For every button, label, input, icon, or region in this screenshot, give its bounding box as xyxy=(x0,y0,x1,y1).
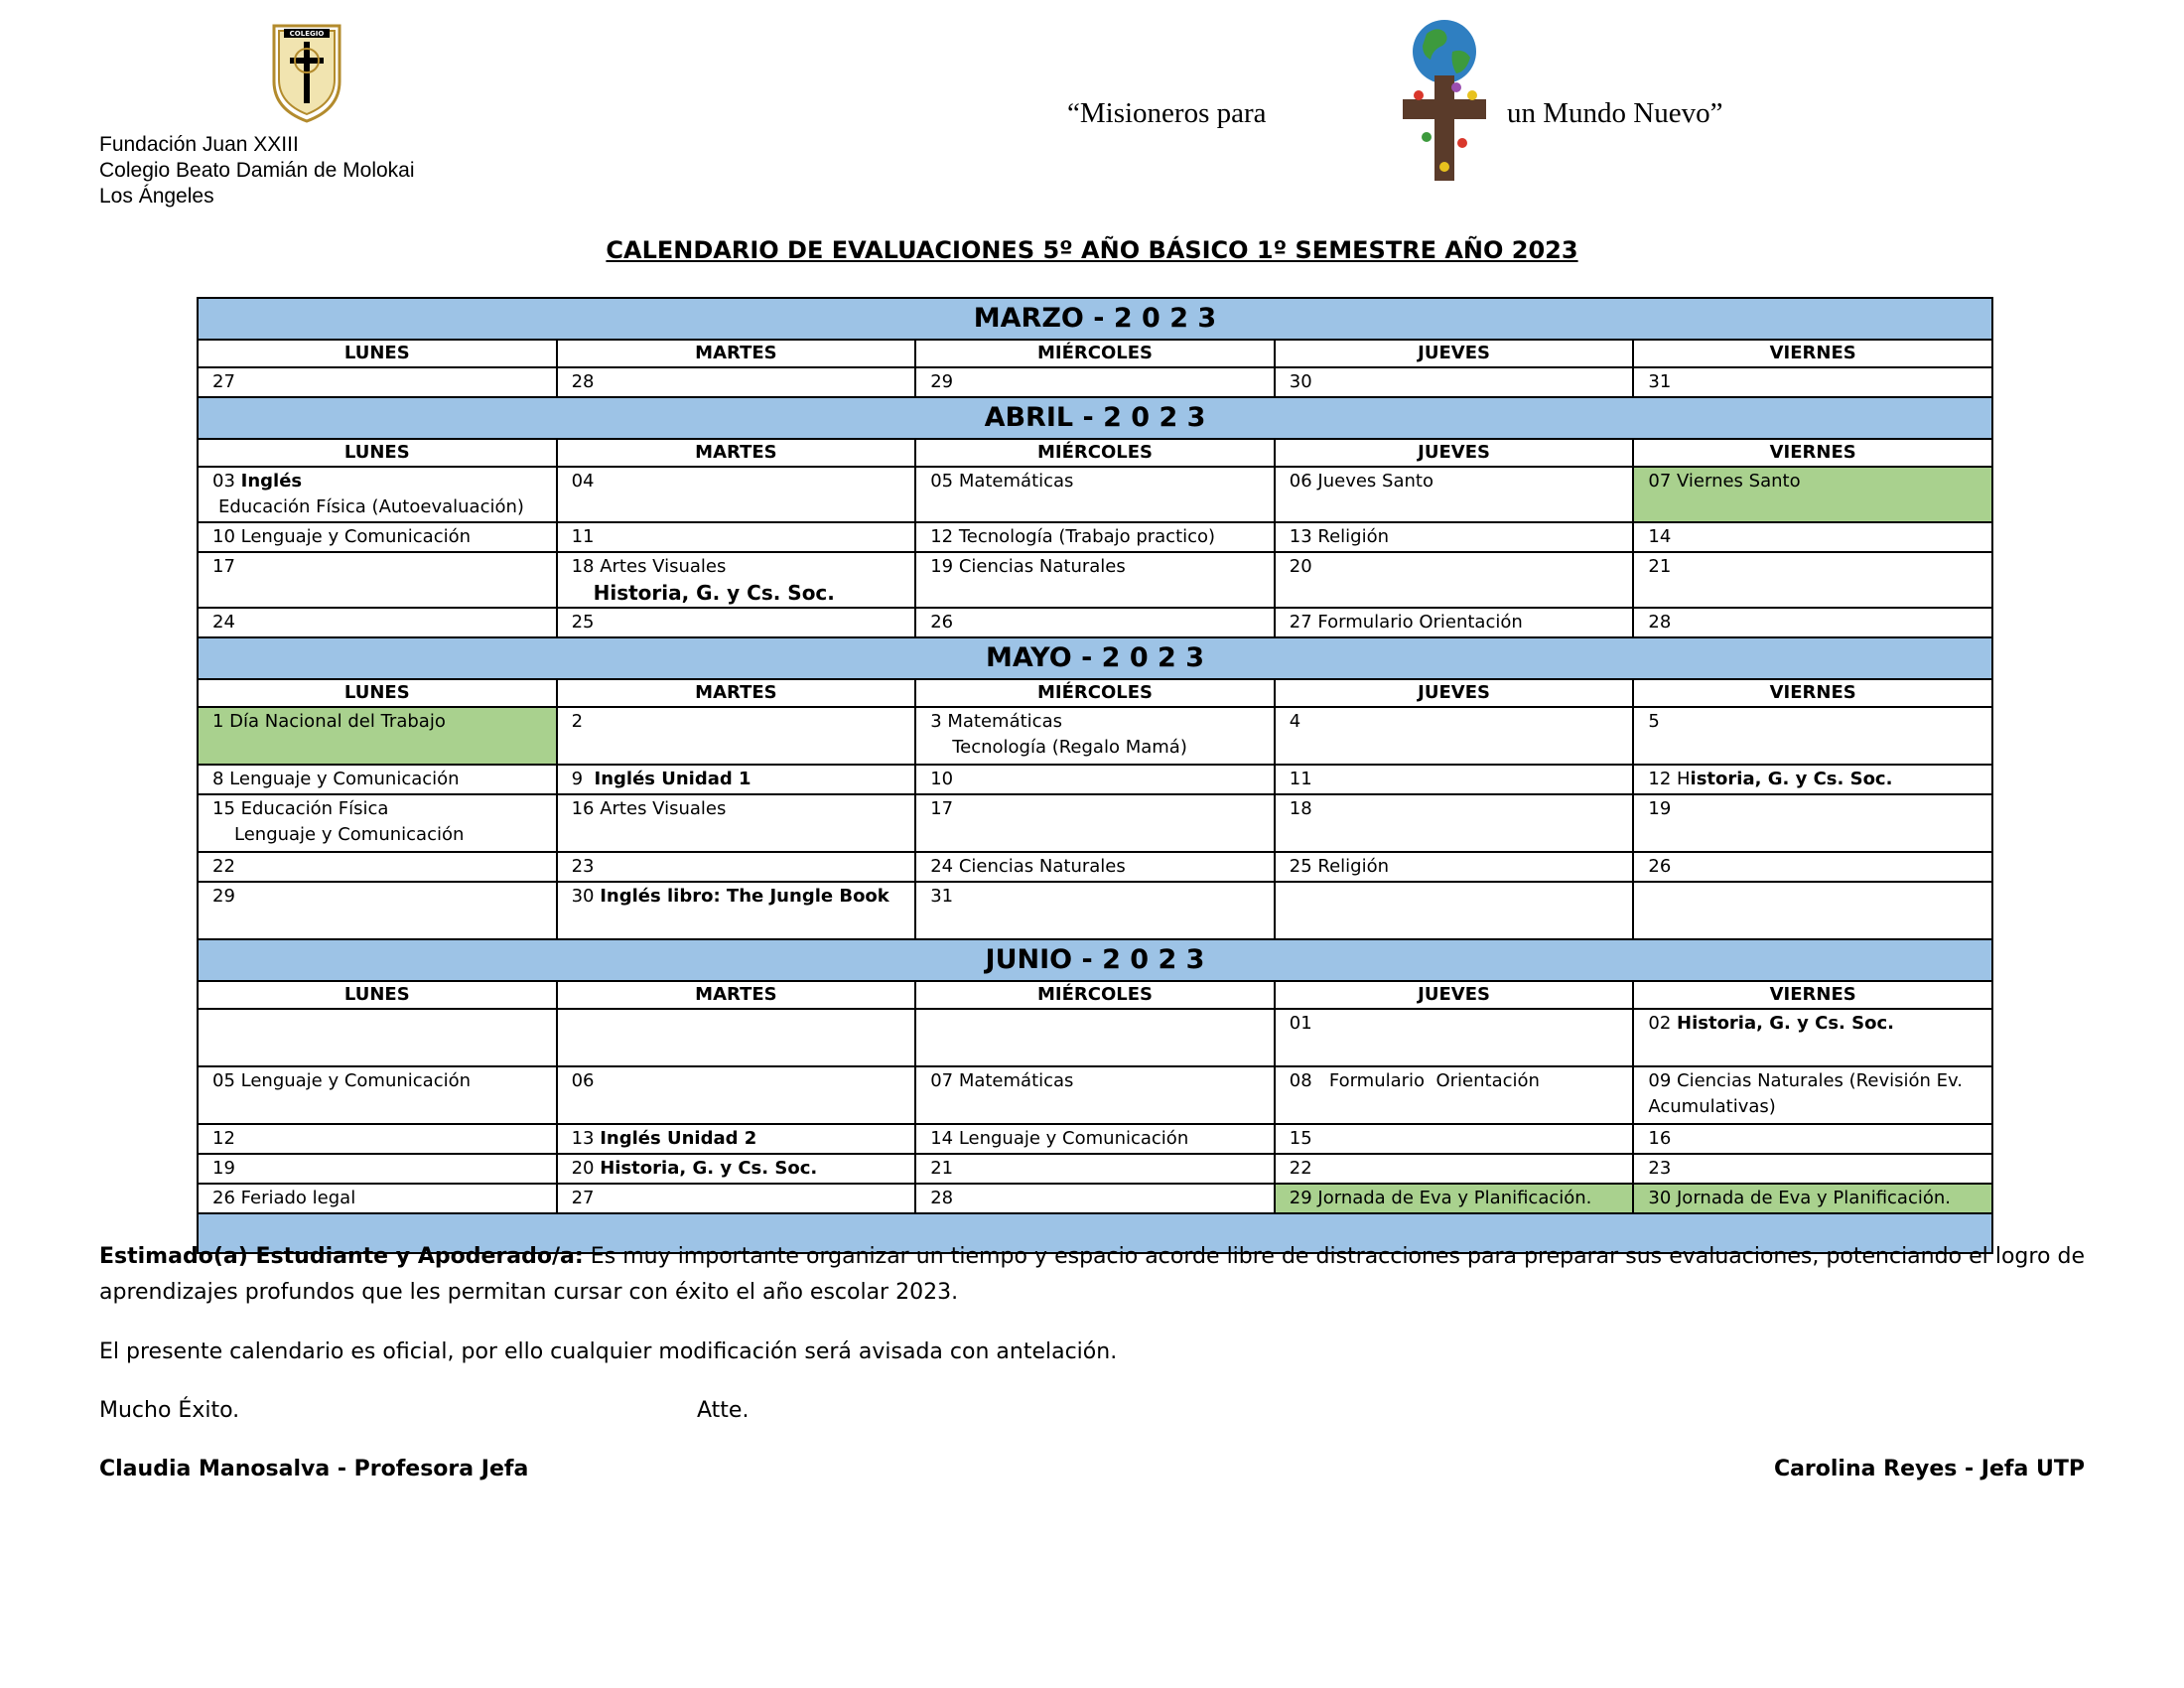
weekday-header: MARTES xyxy=(557,439,916,467)
weekday-header: VIERNES xyxy=(1633,439,1992,467)
day-cell xyxy=(557,882,916,939)
day-cell: 27 xyxy=(198,367,557,397)
week-row xyxy=(198,608,1992,637)
day-cell: 16 xyxy=(1633,1124,1992,1154)
day-cell: 12 Tecnología (Trabajo practico) xyxy=(915,522,1275,552)
day-cell: 26 Feriado legal xyxy=(198,1184,557,1213)
month-title: ABRIL - 2 0 2 3 xyxy=(198,397,1992,439)
week-row xyxy=(198,552,1992,608)
month-header-row xyxy=(198,939,1992,981)
day-cell: 29 xyxy=(198,882,557,939)
evaluation-subject: Historia, G. y Cs. Soc. xyxy=(1677,1013,1894,1034)
day-cell: 01 xyxy=(1275,1009,1634,1066)
day-cell xyxy=(1633,1009,1992,1066)
month-title: MAYO - 2 0 2 3 xyxy=(198,637,1992,679)
weekday-header: LUNES xyxy=(198,340,557,367)
day-cell: 20 xyxy=(1275,552,1634,608)
evaluation-subject: Historia, G. y Cs. Soc. xyxy=(600,1158,818,1179)
weekday-header: MIÉRCOLES xyxy=(915,340,1275,367)
holiday-cell: 30 Jornada de Eva y Planificación. xyxy=(1633,1184,1992,1213)
evaluation-subject: Tecnología (Regalo Mamá) xyxy=(952,737,1187,758)
institution-block xyxy=(99,132,415,210)
holiday-cell: 1 Día Nacional del Trabajo xyxy=(198,707,557,765)
holiday-cell: 07 Viernes Santo xyxy=(1633,467,1992,522)
day-number: 30 xyxy=(571,886,601,907)
day-cell: 23 xyxy=(1633,1154,1992,1184)
signature-right: Carolina Reyes - Jefa UTP xyxy=(1773,1457,2085,1481)
day-number: 9 xyxy=(571,769,595,789)
evaluation-subject: Lenguaje y Comunicación xyxy=(234,824,465,845)
month-header-row xyxy=(198,298,1992,340)
day-cell: 08 Formulario Orientación xyxy=(1275,1066,1634,1124)
day-cell xyxy=(198,1009,557,1066)
day-cell: 25 Religión xyxy=(1275,852,1634,882)
day-cell: 23 xyxy=(557,852,916,882)
day-cell: 19 xyxy=(1633,794,1992,852)
day-cell: 29 xyxy=(915,367,1275,397)
day-cell xyxy=(915,707,1275,765)
day-cell: 26 xyxy=(915,608,1275,637)
day-cell: 4 xyxy=(1275,707,1634,765)
day-cell xyxy=(198,467,557,522)
school-crest-logo xyxy=(270,22,343,123)
day-cell: 05 Lenguaje y Comunicación xyxy=(198,1066,557,1124)
day-cell: 18 xyxy=(1275,794,1634,852)
weekday-header: VIERNES xyxy=(1633,981,1992,1009)
evaluation-subject: 3 Matemáticas xyxy=(930,711,1062,732)
day-number: 13 xyxy=(571,1128,601,1149)
day-cell: 14 Lenguaje y Comunicación xyxy=(915,1124,1275,1154)
week-row xyxy=(198,1009,1992,1066)
weekday-header: VIERNES xyxy=(1633,679,1992,707)
day-cell: 24 xyxy=(198,608,557,637)
weekday-header: VIERNES xyxy=(1633,340,1992,367)
institution-line: Colegio Beato Damián de Molokai xyxy=(99,159,415,182)
day-cell: 19 Ciencias Naturales xyxy=(915,552,1275,608)
week-row xyxy=(198,522,1992,552)
weekday-header: MARTES xyxy=(557,679,916,707)
day-cell: 14 xyxy=(1633,522,1992,552)
globe-cross-emblem xyxy=(1393,16,1494,185)
weekday-row xyxy=(198,981,1992,1009)
signature-left: Claudia Manosalva - Profesora Jefa xyxy=(99,1457,529,1481)
evaluation-subject: Inglés Unidad 2 xyxy=(600,1128,757,1149)
day-cell xyxy=(1275,882,1634,939)
month-header-row xyxy=(198,397,1992,439)
evaluation-subject: Inglés xyxy=(240,471,303,492)
svg-text:COLEGIO: COLEGIO xyxy=(289,30,325,38)
day-cell xyxy=(557,1154,916,1184)
evaluation-calendar-table xyxy=(197,297,1993,1254)
day-cell: 11 xyxy=(557,522,916,552)
weekday-header: MARTES xyxy=(557,981,916,1009)
day-cell: 04 xyxy=(557,467,916,522)
weekday-header: MIÉRCOLES xyxy=(915,981,1275,1009)
official-notice: El presente calendario es oficial, por ello cualquier modificación será avisada con antelación. xyxy=(99,1339,1118,1364)
week-row xyxy=(198,367,1992,397)
day-cell: 06 xyxy=(557,1066,916,1124)
evaluation-subject: istoria, G. y Cs. Soc. xyxy=(1690,769,1893,789)
day-number: 03 xyxy=(212,471,241,492)
motto-left: “Misioneros para xyxy=(1067,97,1267,129)
weekday-header: JUEVES xyxy=(1275,679,1634,707)
day-cell xyxy=(557,1009,916,1066)
institution-line: Fundación Juan XXIII xyxy=(99,133,299,156)
day-cell: 17 xyxy=(198,552,557,608)
day-cell: 10 xyxy=(915,765,1275,794)
month-title: JUNIO - 2 0 2 3 xyxy=(198,939,1992,981)
day-cell: 5 xyxy=(1633,707,1992,765)
day-cell: 21 xyxy=(915,1154,1275,1184)
weekday-row xyxy=(198,439,1992,467)
day-number: 02 xyxy=(1648,1013,1678,1034)
day-cell: 19 xyxy=(198,1154,557,1184)
day-cell xyxy=(557,1124,916,1154)
greeting-label: Estimado(a) Estudiante y Apoderado/a: xyxy=(99,1244,584,1269)
evaluation-subject: Inglés libro: The Jungle Book xyxy=(600,886,889,907)
week-row xyxy=(198,467,1992,522)
week-row xyxy=(198,707,1992,765)
week-row xyxy=(198,1066,1992,1124)
weekday-header: JUEVES xyxy=(1275,981,1634,1009)
day-cell: 10 Lenguaje y Comunicación xyxy=(198,522,557,552)
day-cell: 31 xyxy=(915,882,1275,939)
closing-text: Mucho Éxito. xyxy=(99,1398,240,1423)
day-number: 20 xyxy=(571,1158,601,1179)
institution-line: Los Ángeles xyxy=(99,185,214,208)
day-cell: 28 xyxy=(915,1184,1275,1213)
day-cell: 21 xyxy=(1633,552,1992,608)
day-cell: 17 xyxy=(915,794,1275,852)
day-cell: 16 Artes Visuales xyxy=(557,794,916,852)
day-cell: 12 xyxy=(198,1124,557,1154)
weekday-header: LUNES xyxy=(198,679,557,707)
weekday-row xyxy=(198,679,1992,707)
day-cell: 24 Ciencias Naturales xyxy=(915,852,1275,882)
weekday-header: JUEVES xyxy=(1275,340,1634,367)
motto-right: un Mundo Nuevo” xyxy=(1507,97,1723,129)
holiday-cell: 29 Jornada de Eva y Planificación. xyxy=(1275,1184,1634,1213)
week-row xyxy=(198,765,1992,794)
weekday-header: LUNES xyxy=(198,439,557,467)
day-cell: 13 Religión xyxy=(1275,522,1634,552)
day-cell: 06 Jueves Santo xyxy=(1275,467,1634,522)
evaluation-subject: Historia, G. y Cs. Soc. xyxy=(593,581,835,605)
day-cell: 07 Matemáticas xyxy=(915,1066,1275,1124)
evaluation-subject: 18 Artes Visuales xyxy=(571,556,727,577)
day-cell: 11 xyxy=(1275,765,1634,794)
day-cell xyxy=(557,552,916,608)
day-cell xyxy=(915,1009,1275,1066)
evaluation-subject: 15 Educación Física xyxy=(212,798,389,819)
day-cell: 31 xyxy=(1633,367,1992,397)
week-row xyxy=(198,882,1992,939)
month-header-row xyxy=(198,637,1992,679)
day-cell: 28 xyxy=(1633,608,1992,637)
day-cell: 25 xyxy=(557,608,916,637)
weekday-header: LUNES xyxy=(198,981,557,1009)
weekday-header: JUEVES xyxy=(1275,439,1634,467)
day-cell: 09 Ciencias Naturales (Revisión Ev. Acumulativas) xyxy=(1633,1066,1992,1124)
greeting-paragraph xyxy=(99,1239,2085,1311)
day-cell xyxy=(1633,765,1992,794)
weekday-header: MIÉRCOLES xyxy=(915,679,1275,707)
day-cell: 22 xyxy=(198,852,557,882)
day-cell xyxy=(198,794,557,852)
evaluation-subject: Inglés Unidad 1 xyxy=(594,769,751,789)
weekday-header: MARTES xyxy=(557,340,916,367)
day-cell: 27 Formulario Orientación xyxy=(1275,608,1634,637)
day-cell: 26 xyxy=(1633,852,1992,882)
day-cell xyxy=(557,765,916,794)
greeting-text: Es muy importante organizar un tiempo y espacio acorde libre de distracciones para preparar sus evaluaciones, potenciando el logro de aprendizajes profundos que les permitan cursar con éxito el año escolar 2023. xyxy=(99,1244,2085,1305)
day-cell xyxy=(1633,882,1992,939)
day-cell: 2 xyxy=(557,707,916,765)
weekday-header: MIÉRCOLES xyxy=(915,439,1275,467)
month-title: MARZO - 2 0 2 3 xyxy=(198,298,1992,340)
evaluation-subject: Educación Física (Autoevaluación) xyxy=(218,496,524,517)
week-row xyxy=(198,852,1992,882)
week-row xyxy=(198,1184,1992,1213)
day-number: 12 H xyxy=(1648,769,1691,789)
day-cell: 15 xyxy=(1275,1124,1634,1154)
day-cell: 22 xyxy=(1275,1154,1634,1184)
day-cell: 05 Matemáticas xyxy=(915,467,1275,522)
day-cell: 27 xyxy=(557,1184,916,1213)
atte-text: Atte. xyxy=(697,1398,750,1423)
document-title: CALENDARIO DE EVALUACIONES 5º AÑO BÁSICO 1º SEMESTRE AÑO 2023 xyxy=(606,236,1578,264)
day-cell: 8 Lenguaje y Comunicación xyxy=(198,765,557,794)
day-cell: 28 xyxy=(557,367,916,397)
week-row xyxy=(198,1154,1992,1184)
week-row xyxy=(198,1124,1992,1154)
day-cell: 30 xyxy=(1275,367,1634,397)
weekday-row xyxy=(198,340,1992,367)
week-row xyxy=(198,794,1992,852)
